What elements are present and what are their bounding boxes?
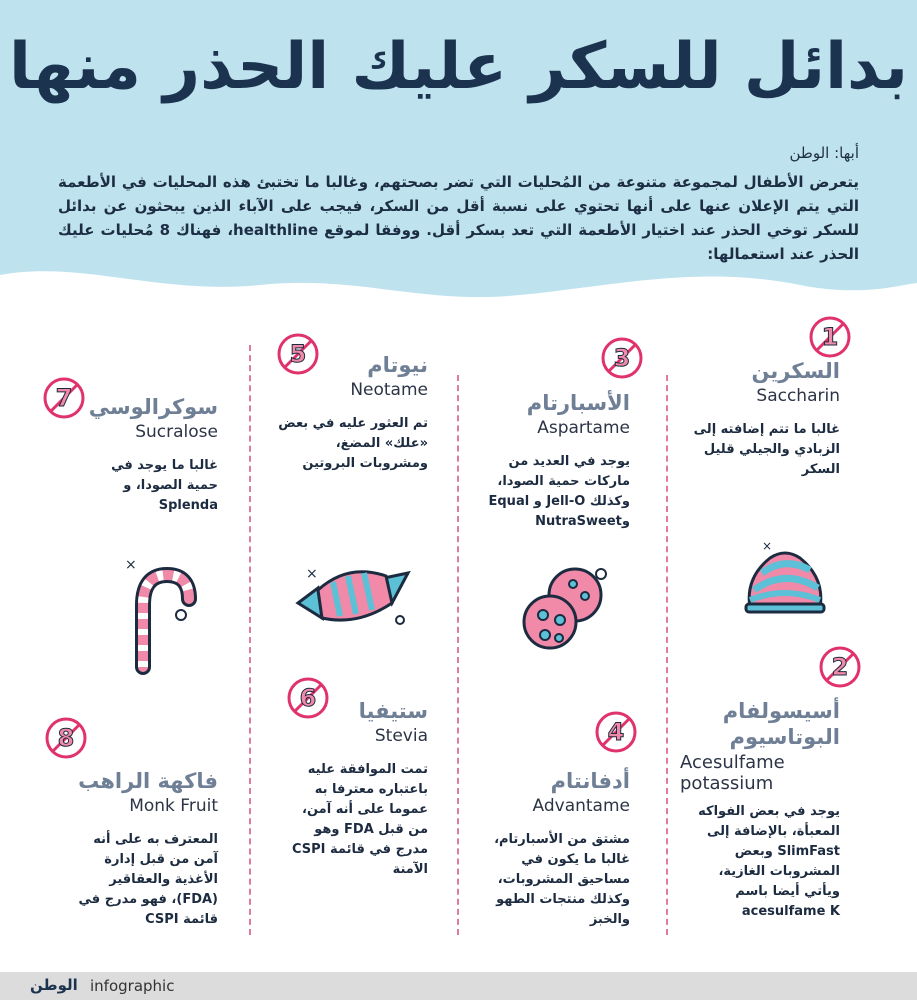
item-title-en: Aspartame: [537, 418, 630, 438]
cookies-icon: [515, 560, 615, 660]
svg-text:1: 1: [821, 323, 839, 351]
item-description: يوجد في العديد من ماركات حمية الصودا، وكذلك Jell-O و Equal وNutraSweet: [488, 454, 630, 529]
number-badge-1: [808, 315, 852, 359]
svg-text:2: 2: [831, 653, 849, 681]
byline: أبها: الوطن: [789, 144, 859, 162]
chocolate-candy-icon: [740, 538, 830, 618]
item-advantame: [430, 768, 630, 930]
item-description: يوجد في بعض الفواكه المعبأة، بالإضافة إلى SlimFast وبعض المشروبات الغازية، ويأتي أيضا باسم acesulfame K: [698, 804, 840, 919]
item-title-ar: نيوتام: [367, 353, 428, 377]
item-description: غالبا ما يوجد في حمية الصودا، و Splenda: [111, 458, 218, 513]
item-title-ar: سوكرالوسي: [88, 395, 218, 419]
number-badge-2: [818, 645, 862, 689]
number-badge-3: [600, 336, 644, 380]
svg-text:3: 3: [613, 344, 631, 372]
item-title-en: Advantame: [532, 796, 630, 816]
candy-cane-icon: [115, 555, 205, 675]
svg-text:4: 4: [607, 718, 625, 746]
footer-logo: الوطن: [30, 976, 78, 994]
svg-text:×: ×: [306, 566, 318, 582]
footer-bar: [0, 972, 917, 1000]
item-acesulfame: [680, 698, 840, 922]
item-title-en: Saccharin: [756, 386, 840, 406]
item-title-ar: فاكهة الراهب: [78, 769, 218, 793]
intro-paragraph: يتعرض الأطفال لمجموعة متنوعة من المُحليات التي تضر بصحتهم، وغالبا ما تختبئ هذه المحليات في الأطعمة التي يتم الإعلان عنها على أنها تحتوي على نسبة أقل من السكر، فيجب على الآباء الذين يبحثون عن بدائل للسكر توخي الحذر عند اختيار الأطعمة التي تعد بسكر أقل. ووفقا لموقع healthline، فهناك 8 مُحليات عليك الحذر عند استعمالها:: [58, 173, 859, 263]
svg-text:×: ×: [125, 557, 137, 573]
svg-text:7: 7: [55, 384, 73, 412]
item-description: المعترف به على أنه آمن من قبل إدارة الأغذية والعقاقير (FDA)، فهو مدرج في قائمة CSPI: [78, 832, 218, 927]
item-saccharin: [640, 358, 840, 480]
item-description: تمت الموافقة عليه باعتباره معترفا به عموما على أنه آمن، من قبل FDA وهو مدرج في قائمة CSPI الآمنة: [291, 762, 428, 877]
item-description: تم العثور عليه في بعض «علك» المضغ، ومشروبات البروتين: [278, 416, 428, 471]
item-monk-fruit: [18, 768, 218, 930]
item-aspartame: [430, 390, 630, 532]
svg-text:5: 5: [289, 340, 307, 368]
item-title-en: Sucralose: [135, 422, 218, 442]
item-sucralose: [18, 394, 218, 516]
number-badge-8: [44, 716, 88, 760]
item-description: غالبا ما تتم إضافته إلى الزبادي والجيلي قليل السكر: [693, 422, 840, 477]
svg-text:6: 6: [299, 684, 317, 712]
item-description: مشتق من الأسبارتام، غالبا ما يكون في مساحيق المشروبات، وكذلك منتجات الطهو والخبز: [494, 832, 630, 927]
item-title-en: Acesulfame potassium: [680, 752, 785, 794]
item-title-ar: أسيسولفام البوتاسيوم: [722, 699, 840, 749]
number-badge-4: [594, 710, 638, 754]
item-title-en: Neotame: [350, 380, 428, 400]
item-title-en: Monk Fruit: [129, 796, 218, 816]
svg-text:×: ×: [762, 539, 773, 553]
item-stevia: [228, 698, 428, 880]
item-title-en: Stevia: [374, 726, 428, 746]
item-title-ar: السكرين: [751, 359, 840, 383]
item-title-ar: الأسبارتام: [526, 391, 630, 415]
item-title-ar: ستيفيا: [358, 699, 428, 723]
svg-text:8: 8: [57, 724, 75, 752]
item-title-ar: أدفانتام: [550, 769, 630, 793]
item-neotame: [228, 352, 428, 474]
footer-brand: infographic: [90, 977, 175, 995]
page-title: بدائل للسكر عليك الحذر منها: [8, 30, 909, 104]
wrapped-candy-icon: [288, 548, 418, 638]
